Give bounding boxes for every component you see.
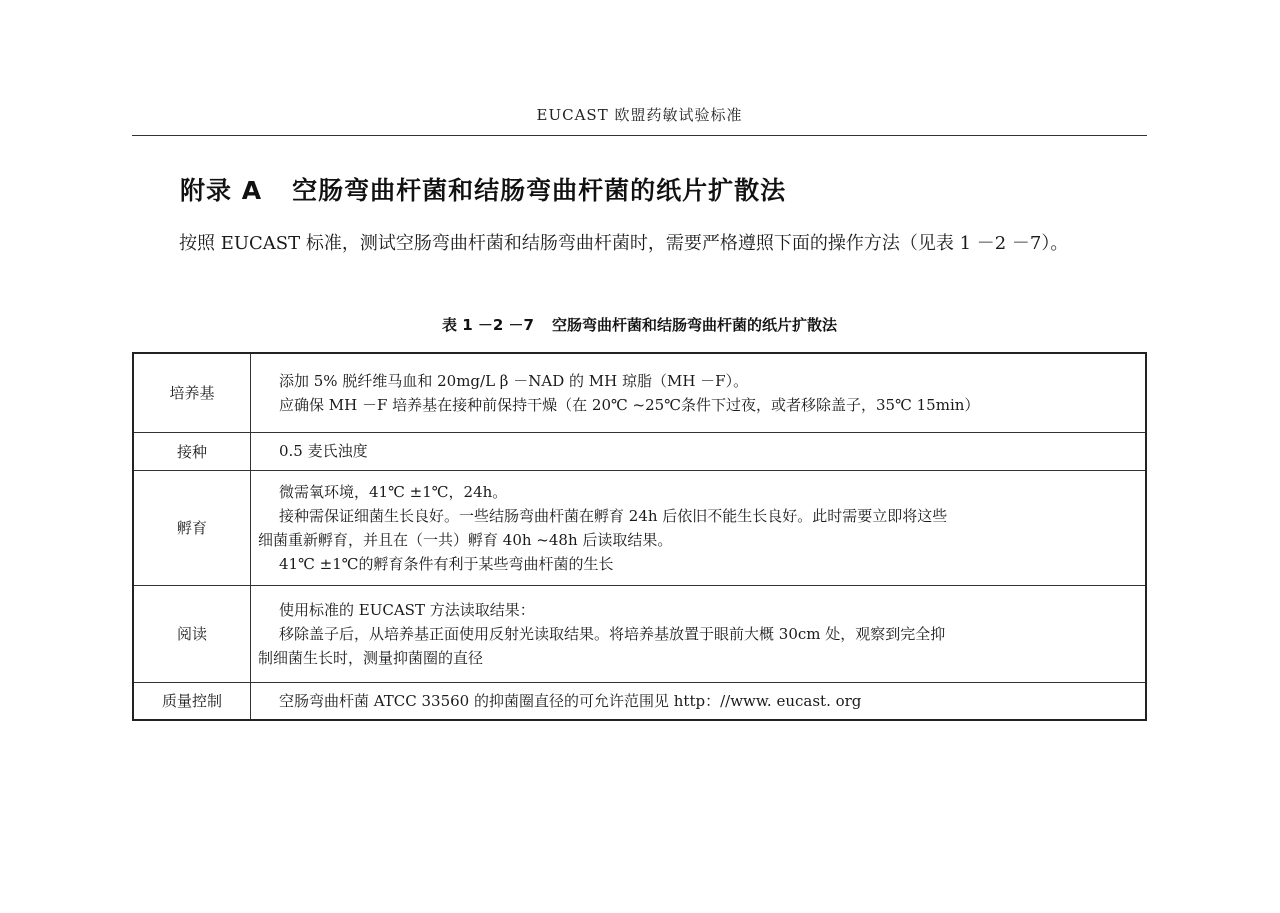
table-row: [133, 353, 1146, 432]
row-key-quality-control: 质量控制: [133, 682, 251, 720]
intro-paragraph: 按照 EUCAST 标准，测试空肠弯曲杆菌和结肠弯曲杆菌时，需要严格遵照下面的操作方法（见表 1 －2 －7）。: [179, 233, 1069, 254]
value-line: 接种需保证细菌生长良好。一些结肠弯曲杆菌在孵育 24h 后依旧不能生长良好。此时需要立即将这些: [279, 506, 948, 525]
value-line: 移除盖子后，从培养基正面使用反射光读取结果。将培养基放置于眼前大概 30cm 处，观察到完全抑: [279, 624, 946, 643]
table-caption: [132, 314, 1147, 335]
header-rule: [132, 135, 1147, 136]
value-line: 微需氧环境，41℃ ±1℃，24h。: [279, 482, 508, 501]
value-line: 细菌重新孵育，并且在（一共）孵育 40h ~48h 后读取结果。: [258, 530, 673, 549]
table-row: [133, 682, 1146, 720]
value-line: 空肠弯曲杆菌 ATCC 33560 的抑菌圈直径的可允许范围见 http：//www. eucast. org: [279, 691, 862, 710]
appendix-title: [180, 171, 786, 207]
value-line: 41℃ ±1℃的孵育条件有利于某些弯曲杆菌的生长: [279, 554, 614, 573]
value-line: 添加 5% 脱纤维马血和 20mg/L β －NAD 的 MH 琼脂（MH －F）。: [279, 371, 749, 390]
table-title: 空肠弯曲杆菌和结肠弯曲杆菌的纸片扩散法: [551, 316, 837, 334]
table-row: [133, 585, 1146, 682]
row-value-reading: [251, 585, 1147, 682]
table-number: 表 1 －2 －7: [442, 316, 534, 334]
procedure-table: [132, 352, 1147, 721]
row-key-inoculum: 接种: [133, 432, 251, 470]
row-key-reading: 阅读: [133, 585, 251, 682]
table-row: [133, 432, 1146, 470]
row-value-incubation: [251, 470, 1147, 585]
row-value-quality-control: [251, 682, 1147, 720]
running-header: EUCAST 欧盟药敏试验标准: [536, 106, 743, 124]
appendix-heading: 空肠弯曲杆菌和结肠弯曲杆菌的纸片扩散法: [292, 176, 787, 205]
value-line: 0.5 麦氏浊度: [279, 442, 368, 460]
value-line: 使用标准的 EUCAST 方法读取结果：: [279, 600, 535, 619]
value-line: 应确保 MH －F 培养基在接种前保持干燥（在 20℃ ~25℃条件下过夜，或者移除盖子，35℃ 15min）: [279, 395, 980, 414]
table-row: [133, 470, 1146, 585]
row-value-inoculum: [251, 432, 1147, 470]
row-value-medium: [251, 353, 1147, 432]
row-key-incubation: 孵育: [133, 470, 251, 585]
appendix-label: 附录 A: [180, 176, 263, 205]
value-line: 制细菌生长时，测量抑菌圈的直径: [258, 648, 484, 667]
row-key-medium: 培养基: [133, 353, 251, 432]
